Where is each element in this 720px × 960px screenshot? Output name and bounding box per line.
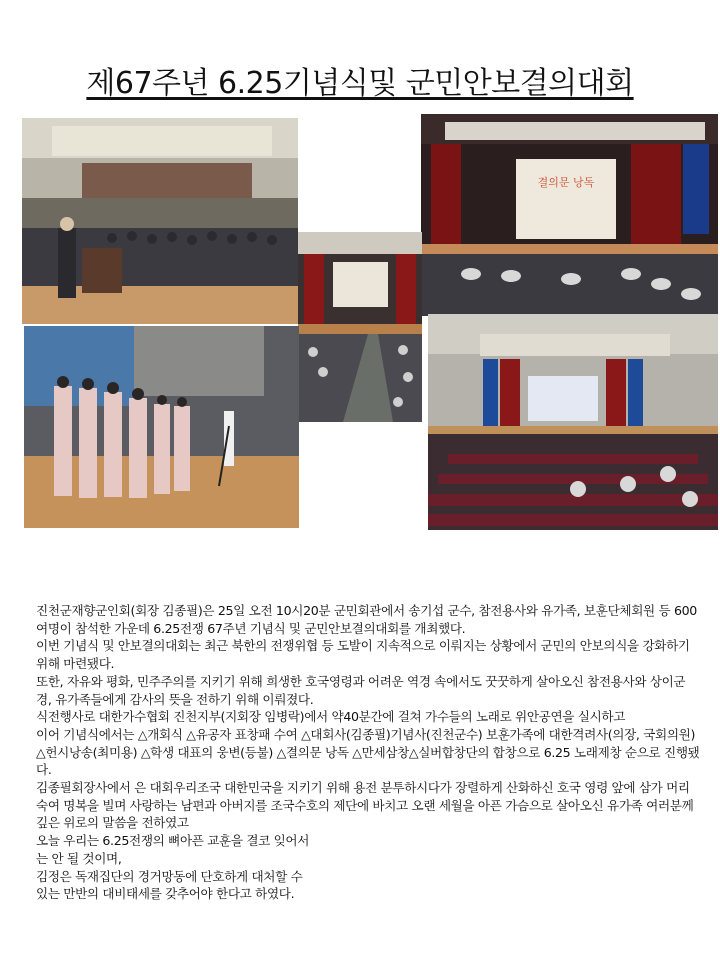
paragraph: 김정은 독재집단의 경거망동에 단호하게 대처할 수 [36,868,303,884]
photo-hall-audience [428,314,718,530]
paragraph: 식전행사로 대한가수협회 진천지부(지회장 임병락)에서 약40분간에 걸쳐 가수들의 노래로 위안공연을 실시하고 [36,709,626,725]
paragraph: 김종필회장사에서 은 대회우리조국 대한민국을 지키기 위해 용전 분투하시다가 장렬하게 산화하신 호국 영령 앞에 삼가 머리 숙여 명복을 빌며 사랑하는 남편과 아버지를 조국수호의 제단에 바치고 오랜 세월을 아픈 가슴으로 살아오신 유가족 여러분께 깊은 위로의 말씀을 전하였고 [36,780,694,831]
article-body [36,602,700,903]
photo-stage-view [298,232,422,422]
paragraph: 또한, 자유와 평화, 민주주의를 지키기 위해 희생한 호국영령과 어려운 역경 속에서도 꿋꿋하게 살아오신 참전용사와 상이군경, 유가족들에게 감사의 뜻을 전하기 위해 이뤄졌다. [36,673,686,707]
paragraph: 는 안 될 것이며, [36,850,122,866]
paragraph: 이어 기념식에서는 △개회식 △유공자 표창패 수여 △대회사(김종필)기념사(진천군수) 보훈가족에 대한격려사(의장, 국회의원) △헌시낭송(최미용) △학생 대표의 웅변(등불) △결의문 낭독 △만세삼창△실버합창단의 합창으로 6.25 노래제창 순으로 진행됐다. [36,726,700,778]
paragraph: 진천군재향군인회(회장 김종필)은 25일 오전 10시20분 군민회관에서 송기섭 군수, 참전용사와 유가족, 보훈단체회원 등 600여명이 참석한 가운데 6.25전쟁 67주년 기념식 및 군민안보결의대회를 개최했다. [36,603,697,636]
screen-banner-text: 결의문 낭독 [537,176,595,189]
photo-choir [24,326,299,528]
photo-stage-screen [421,114,718,316]
paragraph: 있는 만반의 대비태세를 갖추어야 한다고 하였다. [36,886,295,902]
paragraph: 오늘 우리는 6.25전쟁의 뼈아픈 교훈을 결코 잊어서 [36,833,310,849]
page-title: 제67주년 6.25기념식및 군민안보결의대회 [86,66,634,101]
paragraph: 이번 기념식 및 안보결의대회는 최근 북한의 전쟁위협 등 도발이 지속적으로 이뤄지는 상황에서 군민의 안보의식을 강화하기 위해 마련됐다. [36,638,690,672]
photo-speech-podium [22,118,298,324]
